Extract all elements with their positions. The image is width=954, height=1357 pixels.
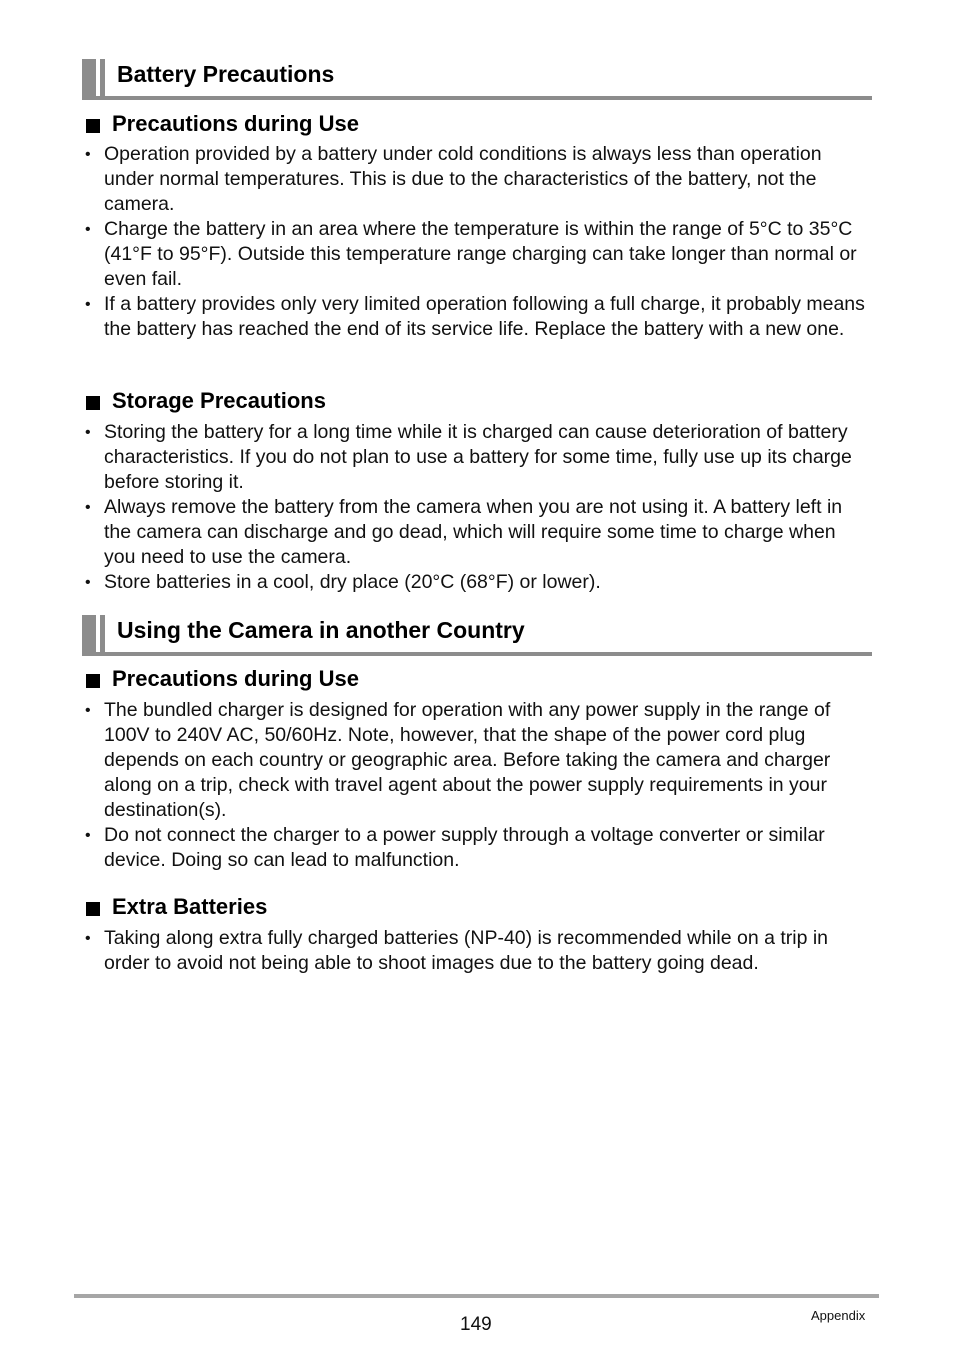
subsection-title: Precautions during Use: [112, 111, 359, 136]
bullet-dot-icon: •: [85, 424, 91, 441]
subsection-title: Extra Batteries: [112, 894, 268, 919]
square-bullet-icon: [86, 674, 100, 688]
list-item: • Do not connect the charger to a power supply through a voltage converter or similar device. Doing so can lead to malfunction.: [85, 824, 825, 871]
bullet-list: [84, 420, 870, 595]
bullet-list: [84, 142, 870, 342]
list-item: • Operation provided by a battery under cold conditions is always less than operation under normal temperatures. This is due to the characteristics of the battery, not the camera.: [85, 143, 822, 215]
list-item: • Store batteries in a cool, dry place (20°C (68°F) or lower).: [85, 571, 601, 593]
section-title: Battery Precautions: [117, 61, 335, 87]
list-item: • Taking along extra fully charged batteries (NP-40) is recommended while on a trip in order to avoid not being able to shoot images due to the battery going dead.: [85, 927, 829, 974]
bullet-dot-icon: •: [85, 702, 91, 719]
header-bar-decoration: [82, 615, 96, 652]
subsection-title: Storage Precautions: [112, 388, 326, 413]
list-item: • If a battery provides only very limited operation following a full charge, it probably means the battery has reached the end of its service life. Replace the battery with a new one.: [85, 293, 865, 340]
footer-divider: [74, 1294, 879, 1298]
list-item: • Always remove the battery from the camera when you are not using it. A battery left in the camera can discharge and go dead, which will require some time to charge when you need to use the camera.: [85, 496, 843, 568]
square-bullet-icon: [86, 396, 100, 410]
section-title: Using the Camera in another Country: [117, 617, 525, 643]
list-item: • Storing the battery for a long time while it is charged can cause deterioration of battery characteristics. If you do not plan to use a battery for some time, fully use up its charge before storing it.: [85, 421, 852, 493]
bullet-list: [84, 926, 870, 976]
footer-section-label: Appendix: [811, 1308, 866, 1323]
bullet-dot-icon: •: [85, 574, 91, 591]
header-bar-decoration: [82, 59, 96, 96]
bullet-dot-icon: •: [85, 930, 91, 947]
square-bullet-icon: [86, 902, 100, 916]
bullet-list: [84, 698, 870, 873]
list-item: • Charge the battery in an area where the temperature is within the range of 5°C to 35°C (41°F to 95°F). Outside this temperature range charging can take longer than normal or even fail.: [85, 218, 857, 290]
list-item: • The bundled charger is designed for operation with any power supply in the range of 100V to 240V AC, 50/60Hz. Note, however, that the shape of the power cord plug depends on each country or geographic area. Before taking the camera and charger along on a trip, check with travel agent about the power supply requirements in your destination(s).: [85, 699, 831, 821]
bullet-dot-icon: •: [85, 221, 91, 238]
page-number: 149: [460, 1314, 492, 1335]
bullet-dot-icon: •: [85, 146, 91, 163]
header-bar-decoration: [100, 59, 105, 96]
square-bullet-icon: [86, 119, 100, 133]
bullet-dot-icon: •: [85, 499, 91, 516]
section-header-using-camera-another-country: [82, 615, 872, 656]
header-bar-decoration: [100, 615, 105, 652]
bullet-dot-icon: •: [85, 827, 91, 844]
section-header-battery-precautions: [82, 59, 872, 100]
subsection-title: Precautions during Use: [112, 666, 359, 691]
bullet-dot-icon: •: [85, 296, 91, 313]
